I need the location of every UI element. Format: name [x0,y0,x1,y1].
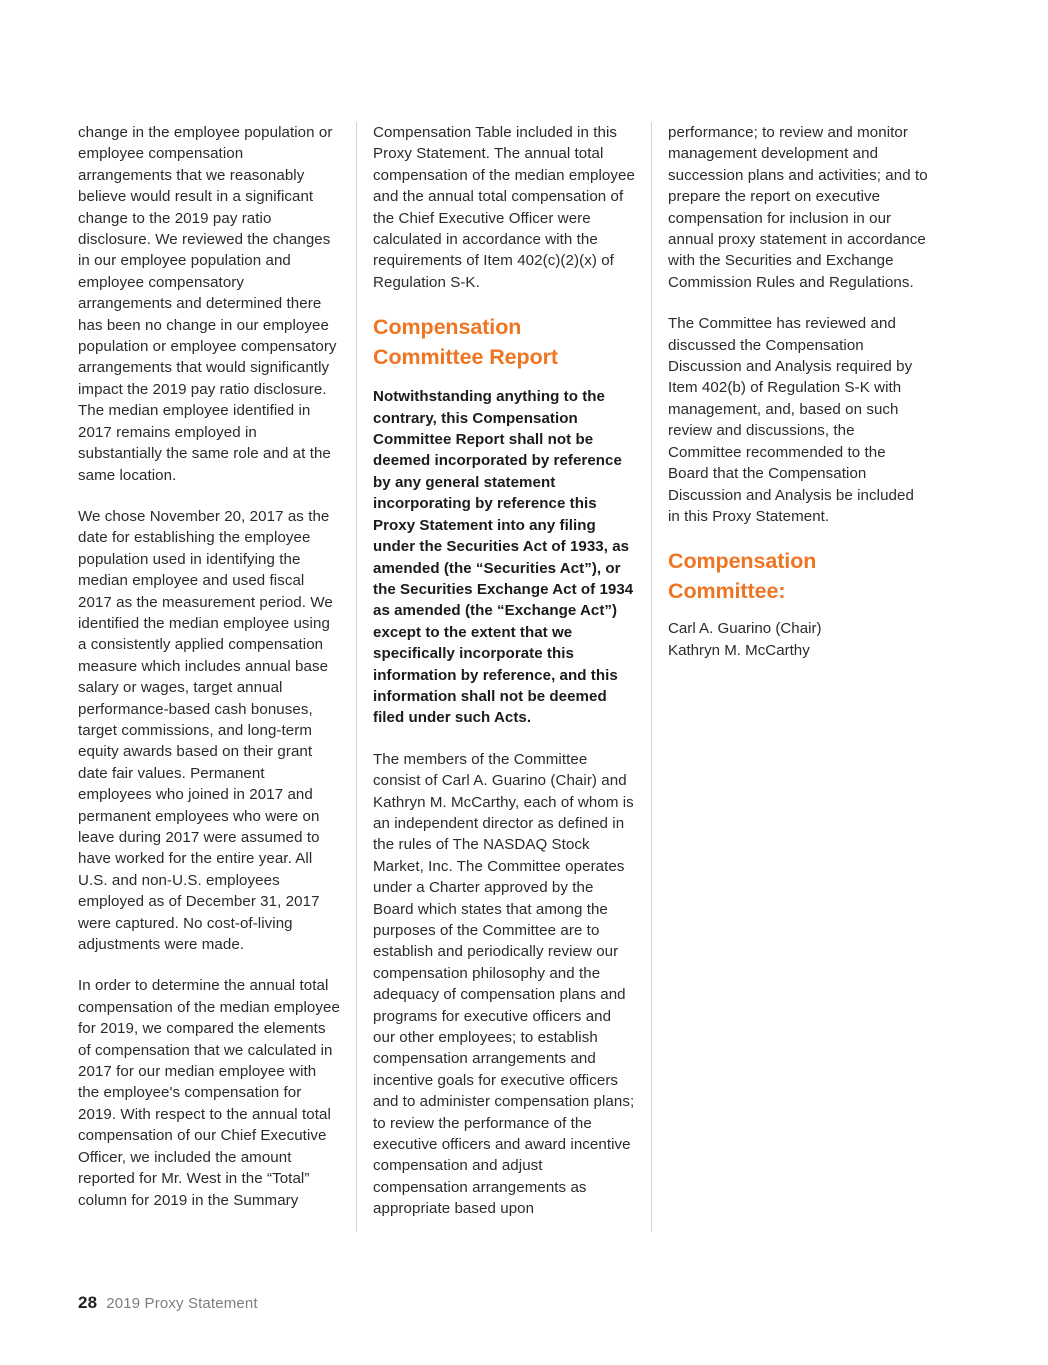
column-right [668,122,930,661]
paragraph: performance; to review and monitor management development and succession plans and activities; and to prepare the report on executive compensation for inclusion in our annual proxy statement in accordance with the Securities and Exchange Commission Rules and Regulations. [668,124,928,291]
list-item: Kathryn M. McCarthy [668,641,810,659]
vertical-rule [651,122,652,1232]
section-heading-compensation-committee-report: Compensation Committee Report [373,315,558,369]
section-heading-compensation-committee: Compensation Committee: [668,549,817,603]
page-footer [78,1293,258,1313]
three-column-layout [78,122,970,1232]
committee-member-list [668,618,930,661]
paragraph: In order to determine the annual total compensation of the median employee for 2019, we compared the elements of compensation that we calculated in 2017 for our median employee with the employee's compensation for 2019. With respect to the annual total compensation of our Chief Executive Officer, we included the amount reported for Mr. West in the “Total” column for 2019 in the Summary [78,977,340,1209]
column-divider-right [635,122,668,1232]
column-middle [373,122,635,1220]
paragraph: Compensation Table included in this Proxy Statement. The annual total compensation of the median employee and the annual total compensation of the Chief Executive Officer were calculated in accordance with the requirements of Item 402(c)(2)(x) of Regulation S-K. [373,124,635,291]
page-number: 28 [78,1293,98,1312]
column-divider-left [340,122,373,1232]
list-item: Carl A. Guarino (Chair) [668,620,822,638]
paragraph: The Committee has reviewed and discussed the Compensation Discussion and Analysis required by Item 402(b) of Regulation S-K with management, and, based on such review and discussions, the Committee recommended to the Board that the Compensation Discussion and Analysis be included in this Proxy Statement. [668,315,914,525]
footer-document-title: 2019 Proxy Statement [106,1295,258,1312]
paragraph: We chose November 20, 2017 as the date for establishing the employee population used in identifying the median employee and used fiscal 2017 as the measurement period. We identified the median employee using a consistently applied compensation measure which includes annual base salary or wages, target annual performance-based cash bonuses, target commissions, and long-term equity awards based on their grant date fair values. Permanent employees who joined in 2017 and permanent employees who were on leave during 2017 were assumed to have worked for the entire year. All U.S. and non-U.S. employees employed as of December 31, 2017 were captured. No cost-of-living adjustments were made. [78,507,333,954]
column-left [78,122,340,1211]
paragraph-disclaimer: Notwithstanding anything to the contrary, this Compensation Committee Report shall not be deemed incorporated by reference by any general statement incorporating by reference this Proxy Statement into any filing under the Securities Act of 1933, as amended (the “Securities Act”), or the Securities Exchange Act of 1934 as amended (the “Exchange Act”) except to the extent that we specifically incorporate this information by reference, and this information shall not be deemed filed under such Acts. [373,388,634,727]
vertical-rule [356,122,357,1232]
paragraph: The members of the Committee consist of Carl A. Guarino (Chair) and Kathryn M. McCarthy, each of whom is an independent director as defined in the rules of The NASDAQ Stock Market, Inc. The Committee operates under a Charter approved by the Board which states that among the purposes of the Committee are to establish and periodically review our compensation philosophy and the adequacy of compensation plans and programs for executive officers and our other employees; to establish compensation arrangements and incentive goals for executive officers and to administer compensation plans; to review the performance of the executive officers and award incentive compensation and adjust compensation arrangements as appropriate based upon [373,750,635,1218]
paragraph: change in the employee population or employee compensation arrangements that we reasonably believe would result in a significant change to the 2019 pay ratio disclosure. We reviewed the changes in our employee population and employee compensatory arrangements and determined there has been no change in our employee population or employee compensatory arrangements that would significantly impact the 2019 pay ratio disclosure. The median employee identified in 2017 remains employed in substantially the same role and at the same location. [78,124,337,484]
